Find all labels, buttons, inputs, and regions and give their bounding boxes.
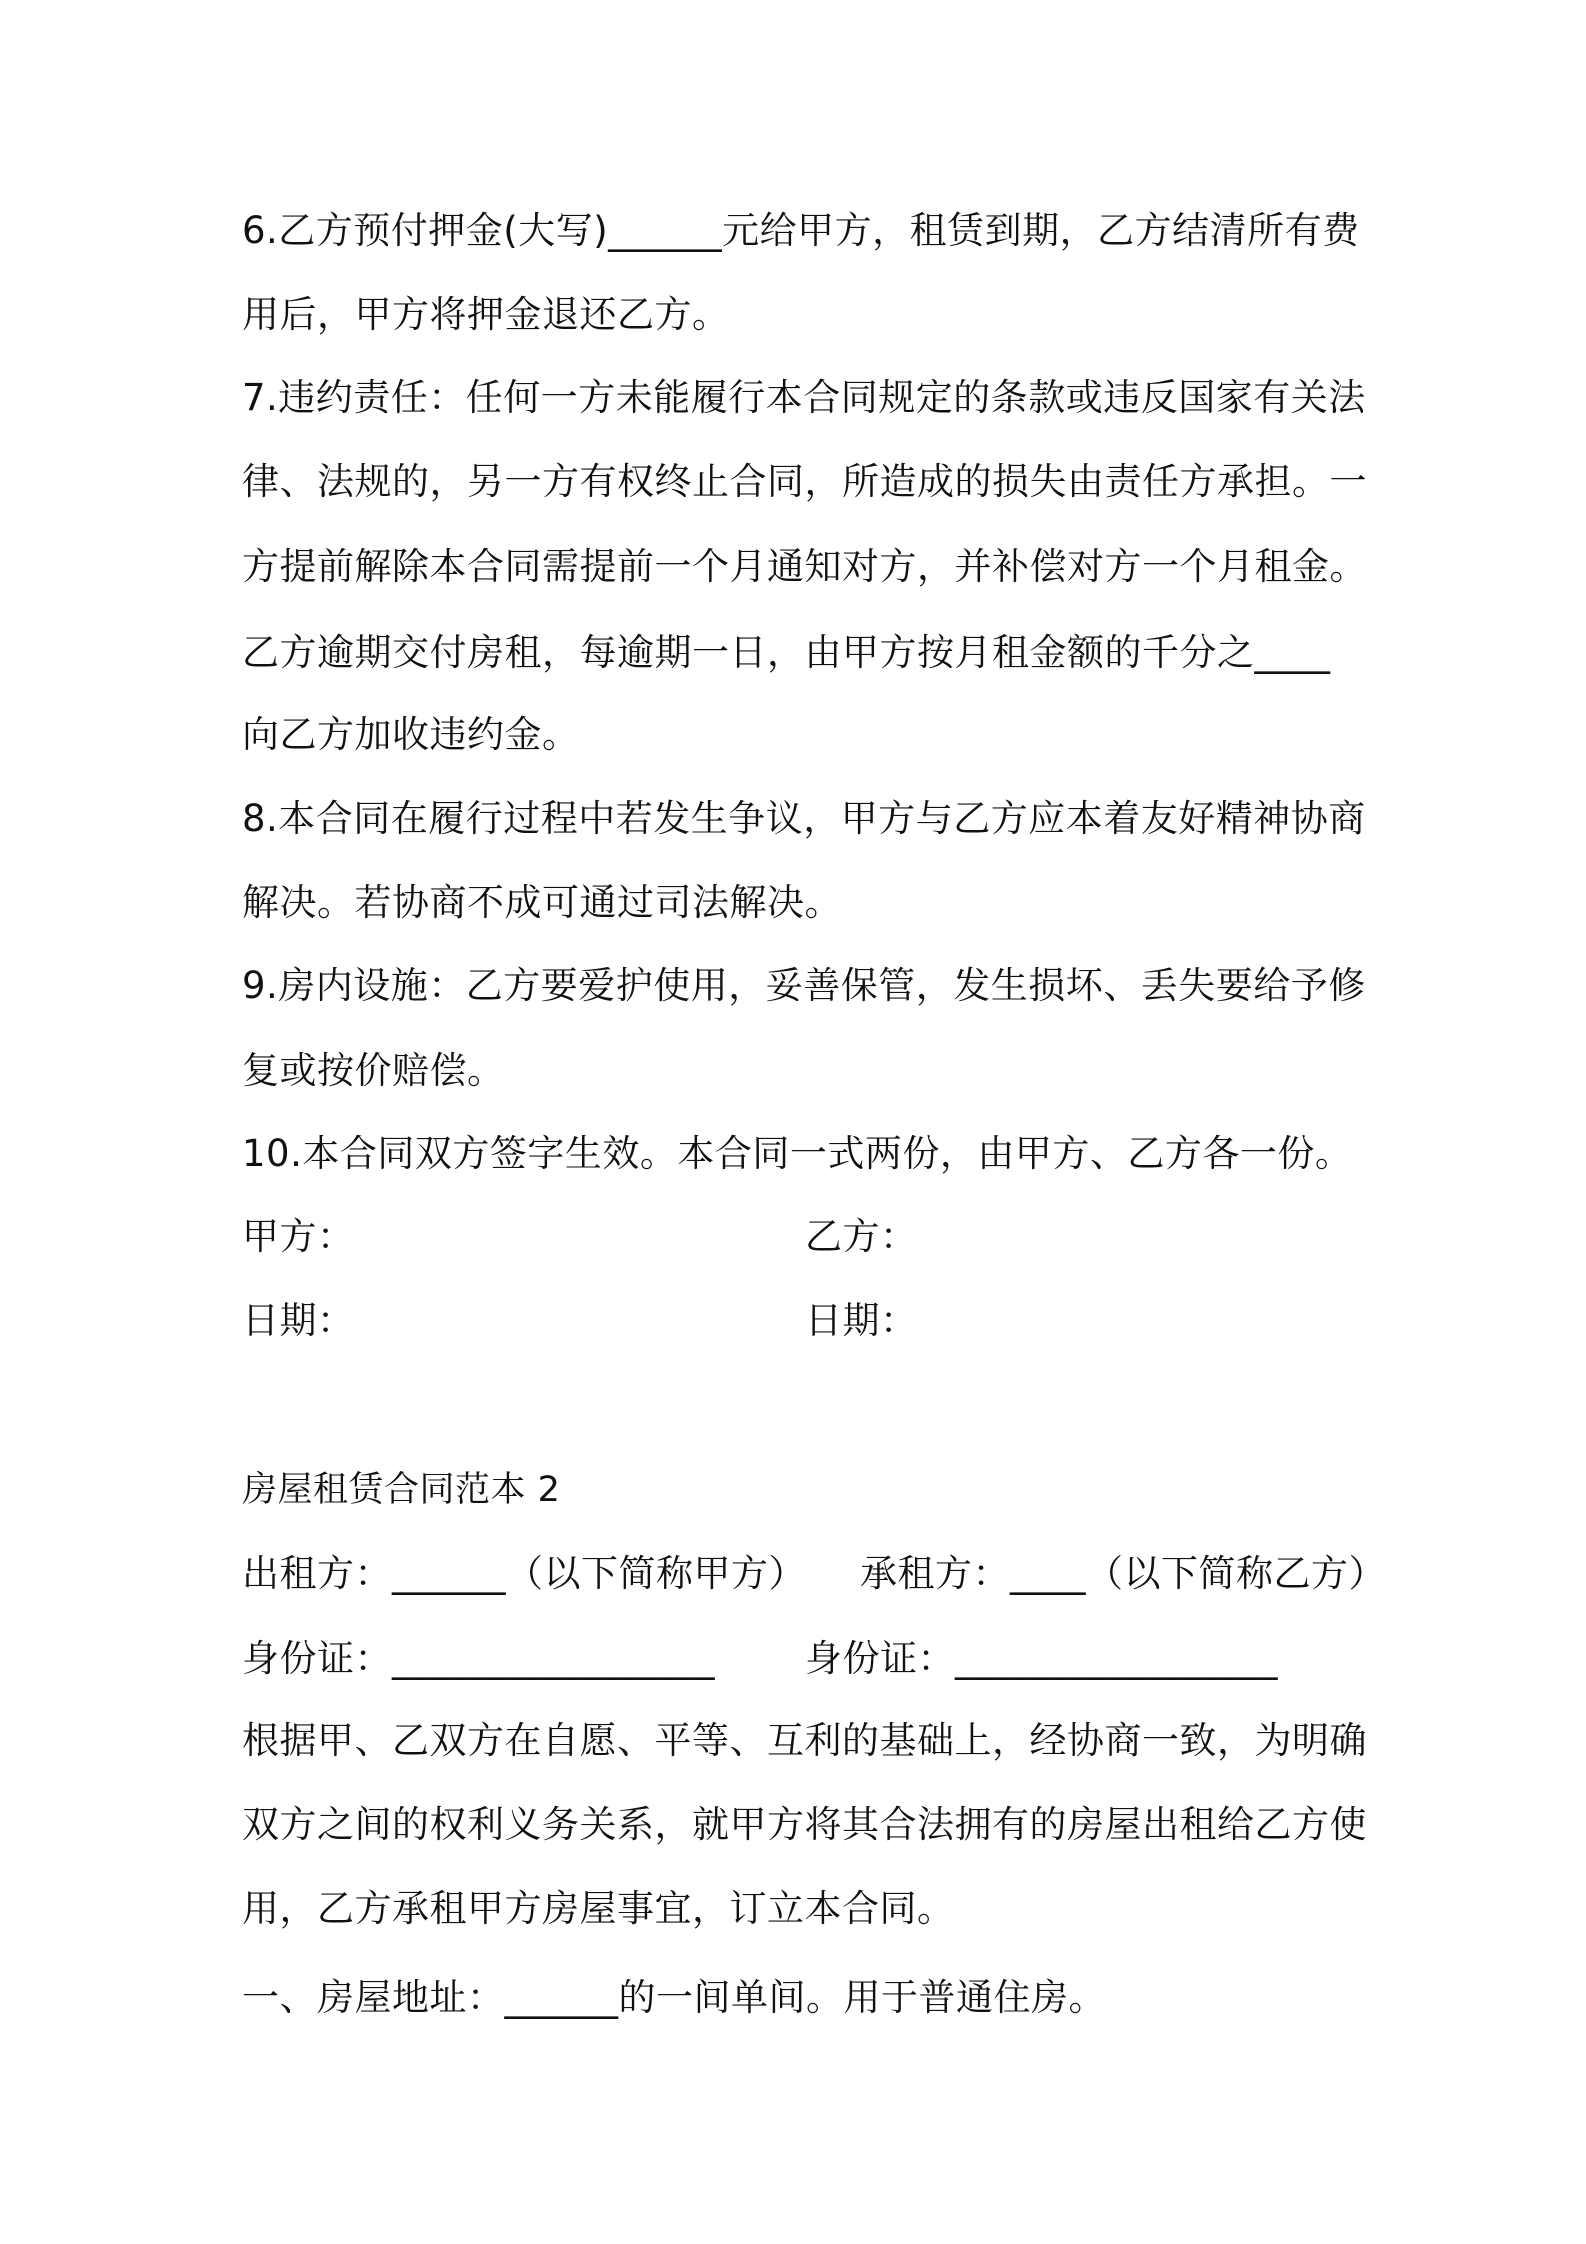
- clause7-line1: 7.违约责任：任何一方未能履行本合同规定的条款或违反国家有关法: [242, 376, 1366, 419]
- contract2-preamble-line1: 根据甲、乙双方在自愿、平等、互利的基础上，经协商一致，为明确: [242, 1719, 1367, 1762]
- clause7-line4: 乙方逾期交付房租，每逾期一日，由甲方按月租金额的千分之____: [242, 631, 1331, 674]
- clause9-line1: 9.房内设施：乙方要爱护使用，妥善保管，发生损坏、丢失要给予修: [242, 964, 1366, 1007]
- clause7-line5: 向乙方加收违约金。: [242, 713, 580, 756]
- clause7-line3: 方提前解除本合同需提前一个月通知对方，并补偿对方一个月租金。: [242, 545, 1367, 588]
- signature-date-a: 日期：: [242, 1299, 355, 1342]
- signature-date-b: 日期：: [805, 1299, 918, 1342]
- clause6-line2: 用后，甲方将押金退还乙方。: [242, 293, 730, 336]
- clause8-line2: 解决。若协商不成可通过司法解决。: [242, 881, 842, 924]
- clause7-line2: 律、法规的，另一方有权终止合同，所造成的损失由责任方承担。一: [242, 460, 1367, 503]
- clause8-line1: 8.本合同在履行过程中若发生争议，甲方与乙方应本着友好精神协商: [242, 797, 1366, 840]
- contract2-preamble-line2: 双方之间的权利义务关系，就甲方将其合法拥有的房屋出租给乙方使: [242, 1803, 1367, 1846]
- contract2-id-b: 身份证：_________________: [805, 1637, 1278, 1680]
- clause6-line1: 6.乙方预付押金(大写)______元给甲方，租赁到期，乙方结清所有费: [242, 209, 1360, 252]
- contract2-preamble-line3: 用，乙方承租甲方房屋事宜，订立本合同。: [242, 1887, 955, 1930]
- contract2-address-line: 一、房屋地址：______的一间单间。用于普通住房。: [242, 1976, 1106, 2019]
- contract2-id-a: 身份证：_________________: [242, 1637, 715, 1680]
- signature-party-b: 乙方：: [805, 1215, 918, 1258]
- contract2-title: 房屋租赁合同范本 2: [242, 1470, 561, 1510]
- contract2-lessor: 出租方：______（以下简称甲方）: [242, 1552, 806, 1595]
- clause10-line1: 10.本合同双方签字生效。本合同一式两份，由甲方、乙方各一份。: [242, 1132, 1353, 1175]
- signature-party-a: 甲方：: [242, 1215, 355, 1258]
- clause9-line2: 复或按价赔偿。: [242, 1049, 505, 1092]
- contract2-lessee: 承租方：____（以下简称乙方）: [860, 1552, 1386, 1595]
